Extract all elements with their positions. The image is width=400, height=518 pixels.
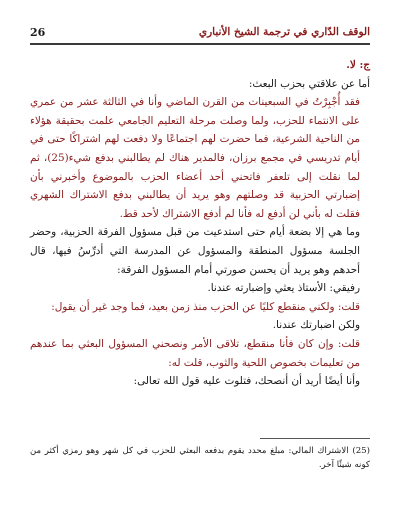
footnote-rule bbox=[260, 438, 370, 439]
paragraph: قلت: وإن كان فأنا منقطع، تلاقى الأمر ونصحني المسؤول البعثي بما عندهم من تعليمات بخصوص اللحية والثوب، قلت له: bbox=[30, 337, 360, 369]
paragraph: فقد أُجْبِرْتُ في السبعينات من القرن الماضي وأنا في الثالثة عشر من عمري على الانتماء للحزب، ولما وصلت مرحلة التعليم الجامعي علمت بحقيقة هؤلاء من الناحية الشرعية، فما حضرت لهم اجتماعًا ولا دفعت لهم اشتراكًا حتى في أيام تدريسي في مجمع برزان، فالمدير هناك لم يطالبني بدفع شيء(25)، ثم لما نقلت إلى تلعفر فاتحني أحد أعضاء الحزب بالموضوع وأخبرني بأن إضبارتي الحزبية قد وصلتهم وهو يريد أن يطالبني بدفع الاشتراك الشهري فقلت له بأني لن أدفع له فأنا لم أدفع الاشتراك لأحد قط. bbox=[30, 96, 360, 220]
body-text bbox=[30, 56, 370, 391]
paragraph: وما هي إلا بضعة أيام حتى استدعيت من قبل مسؤول الفرقة الحزبية، وحضر الجلسة مسؤول المنطقة والمسؤول عن المدرسة التي أدرِّسُ فيها، قال أحدهم وهو يريد أن يحسن صورتي أمام المسؤول الفرقة: bbox=[30, 226, 360, 276]
footnote: (25) الاشتراك المالي: مبلغ محدد يقوم بدفعه البعثي للحزب في كل شهر وهو رمزي أكثر من كونه شيئًا آخر. bbox=[30, 446, 370, 470]
quote-line: ولكن اضبارتك عندنا. bbox=[272, 319, 360, 332]
paragraph: وأنا أيضًا أريد أن أنصحك، فتلوت عليه قول الله تعالى: bbox=[133, 375, 360, 388]
page-header bbox=[30, 24, 370, 40]
running-title: الوقف الدّاري في ترجمة الشيخ الأنباري bbox=[198, 26, 370, 38]
paragraph-heading: أما عن علاقتي بحزب البعث: bbox=[248, 77, 370, 90]
header-rule bbox=[30, 43, 370, 45]
quote-line: رفيقي: الأستاذ يعثي وإضبارته عندنا. bbox=[207, 282, 360, 295]
answer-line: ج: لا. bbox=[346, 59, 370, 71]
quote-line: قلت: ولكني منقطع كليًا عن الحزب منذ زمن بعيد، فما وجد غير أن يقول: bbox=[51, 300, 360, 313]
page-number: 26 bbox=[30, 25, 46, 39]
